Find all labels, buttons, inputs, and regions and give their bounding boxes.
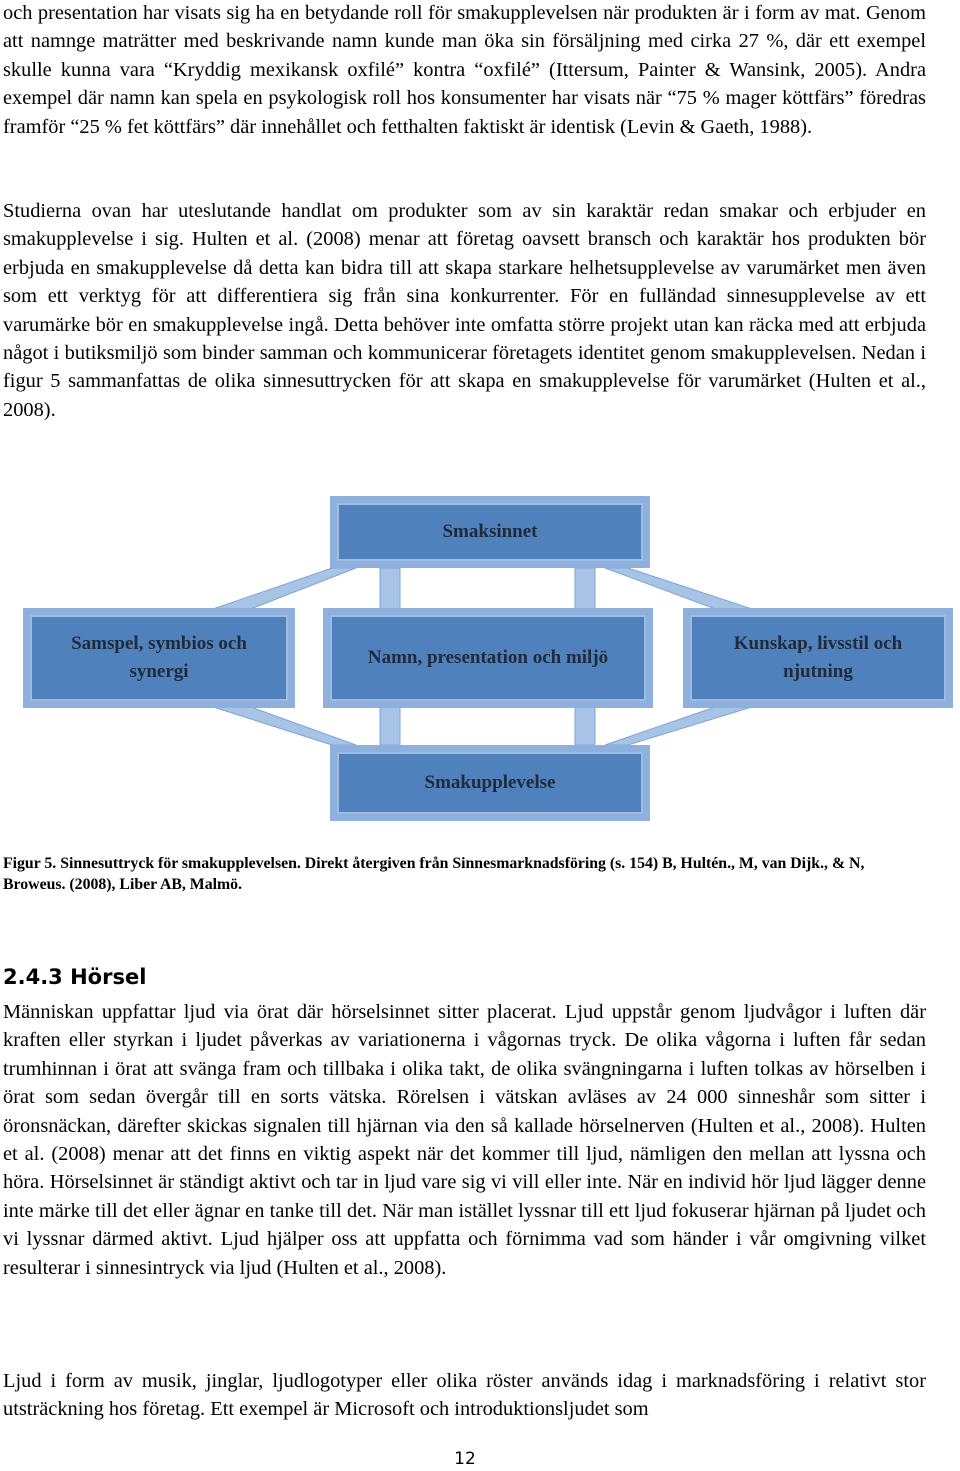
connector-top-center-right [575,568,595,610]
section-heading: 2.4.3 Hörsel [3,965,147,989]
connector-top-left [210,568,356,610]
box-label-left: Samspel, symbios och synergi [71,633,247,682]
page-number: 12 [454,1449,476,1469]
paragraph-intro: och presentation har visats sig ha en betydande roll för smakupplevelsen när produkten är i form av mat. Genom att namnge maträtter med beskrivande namn kunde man öka sin försäljning med cirka 27 %, där ett exempel skulle kunna vara “Kryddig mexikansk oxfilé” kontra “oxfilé” (Ittersum, Painter & Wansink, 2005). Andra exempel där namn kan spela en psykologisk roll hos konsumenter har visats när “75 % mager köttfärs” föredras framför “25 % fet köttfärs” där innehållet och fetthalten faktiskt är identisk (Levin & Gaeth, 1988). [3,2,926,138]
connector-bottom-center-right [575,706,595,745]
box-label-right: Kunskap, livsstil och njutning [733,633,903,682]
connector-bottom-center-left [380,706,400,745]
box-label-top: Smaksinnet [442,521,538,542]
box-label-bottom: Smakupplevelse [424,772,556,793]
paragraph-hearing: Människan uppfattar ljud via örat där hörselsinnet sitter placerat. Ljud uppstår genom ljudvågor i luften där kraften eller styrkan i ljudet påverkas av variationerna i vågornas tryck. De olika vågorna i luften får sedan trumhinnan i örat att svänga fram och tillbaka i olika takt, de olika svängningarna i luften tolkas av hörselben i örat som sedan övergår till en sorts vätska. Rörelsen i vätskan avläses av 24 000 sinneshår som sitter i öronsnäckan, därefter skickas signalen till hjärnan via den så kallade hörselnerven (Hulten et al., 2008). Hulten et al. (2008) menar att det finns en viktig aspekt när det kommer till ljud, nämligen den mellan att lyssna och höra. Hörselsinnet är ständigt aktivt och tar in ljud vare sig vi vill eller inte. När en individ hör ljud lägger denne inte märke till det eller ägnar en tanke till det. När man istället lyssnar till ett ljud fokuserar hjärnan på ljudet och vi lyssnar därmed aktivt. Ljud hjälper oss att uppfatta och förnimma vad som händer i vår omgivning vilket resulterar i sinnesintryck via ljud (Hulten et al., 2008). [3,1001,926,1279]
connector-bottom-left [210,706,356,745]
figure-5-diagram [0,480,960,840]
box-label-center: Namn, presentation och miljö [367,647,609,668]
paragraph-sound-marketing: Ljud i form av musik, jinglar, ljudlogotyper eller olika röster används idag i marknadsföring i relativt stor utsträckning hos företag. Ett exempel är Microsoft och introduktionsljudet som [3,1370,926,1421]
connector-top-right [605,568,755,610]
connector-top-center-left [380,568,400,610]
connector-bottom-right [605,706,755,745]
figure-caption: Figur 5. Sinnesuttryck för smakupplevelsen. Direkt återgiven från Sinnesmarknadsföring (s. 154) B, Hultén., M, van Dijk., & N, Broweus. (2008), Liber AB, Malmö. [3,855,865,893]
paragraph-studies: Studierna ovan har uteslutande handlat om produkter som av sin karaktär redan smakar och erbjuder en smakupplevelse i sig. Hulten et al. (2008) menar att företag oavsett bransch och karaktär hos produkten bör erbjuda en smakupplevelse då detta kan bidra till att skapa starkare helhetsupplevelse av varumärket men även som ett verktyg för att differentiera sig från sina konkurrenter. För en fulländad sinnesupplevelse av ett varumärke bör en smakupplevelse ingå. Detta behöver inte omfatta större projekt utan kan räcka med att erbjuda något i butiksmiljö som binder samman och kommunicerar företagets identitet genom smakupplevelsen. Nedan i figur 5 sammanfattas de olika sinnesuttrycken för att skapa en smakupplevelse för varumärket (Hulten et al., 2008). [3,200,926,421]
